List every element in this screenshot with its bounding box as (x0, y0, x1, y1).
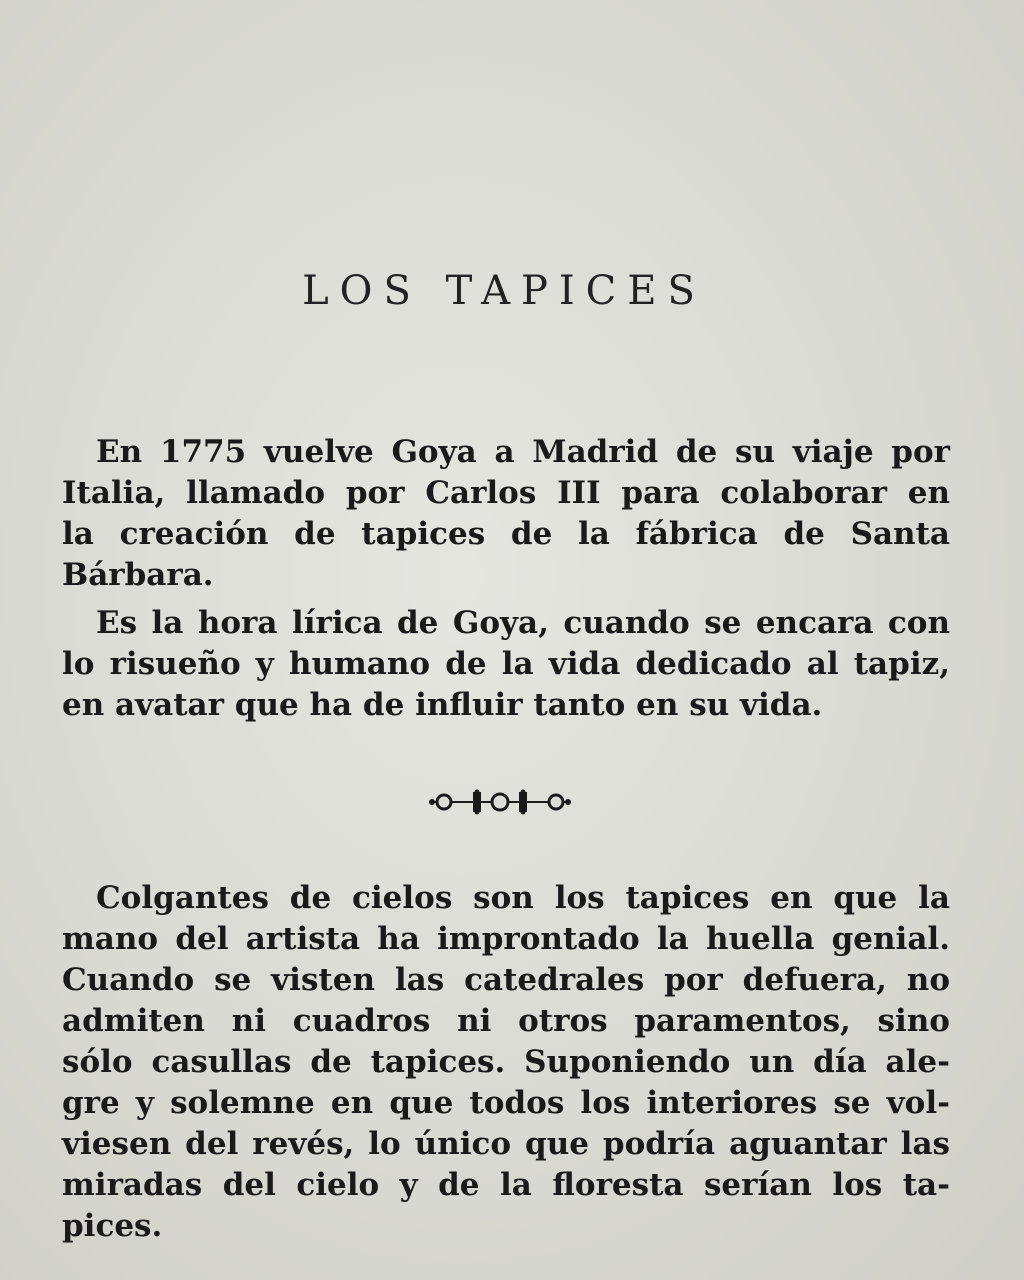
paragraph-3-line: pices. (62, 1208, 163, 1244)
paragraph-3-line: admiten ni cuadros ni otros paramentos, sino (62, 1003, 950, 1039)
paragraph-1-line: la creación de tapices de la fábrica de Santa (62, 516, 950, 552)
paragraph-3-line: mano del artista ha improntado la huella genial. (62, 921, 950, 957)
paragraph-2-line: en avatar que ha de influir tanto en su vida. (62, 687, 823, 723)
decorative-divider-icon (426, 784, 574, 820)
paragraph-1-line: Bárbara. (62, 557, 214, 593)
paragraph-2 (62, 603, 950, 726)
paragraph-3-line: Cuando se visten las catedrales por defuera, no (62, 962, 950, 998)
paragraph-3 (62, 878, 950, 1247)
chapter-title: LOS TAPICES (302, 268, 706, 314)
paragraph-3-line: viesen del revés, lo único que podría aguantar las (62, 1126, 950, 1162)
paragraph-1 (62, 432, 950, 596)
paragraph-2-line: Es la hora lírica de Goya, cuando se encara con (96, 605, 950, 641)
paragraph-1-line: Italia, llamado por Carlos III para colaborar en (62, 475, 950, 511)
paragraph-3-line: sólo casullas de tapices. Suponiendo un día ale- (62, 1044, 950, 1080)
paragraph-3-line: gre y solemne en que todos los interiores se vol- (62, 1085, 950, 1121)
paragraph-1-line: En 1775 vuelve Goya a Madrid de su viaje por (96, 434, 950, 470)
paragraph-3-line: miradas del cielo y de la floresta serían los ta- (62, 1167, 950, 1203)
paragraph-3-line: Colgantes de cielos son los tapices en que la (96, 880, 950, 916)
paragraph-2-line: lo risueño y humano de la vida dedicado al tapiz, (62, 646, 950, 682)
